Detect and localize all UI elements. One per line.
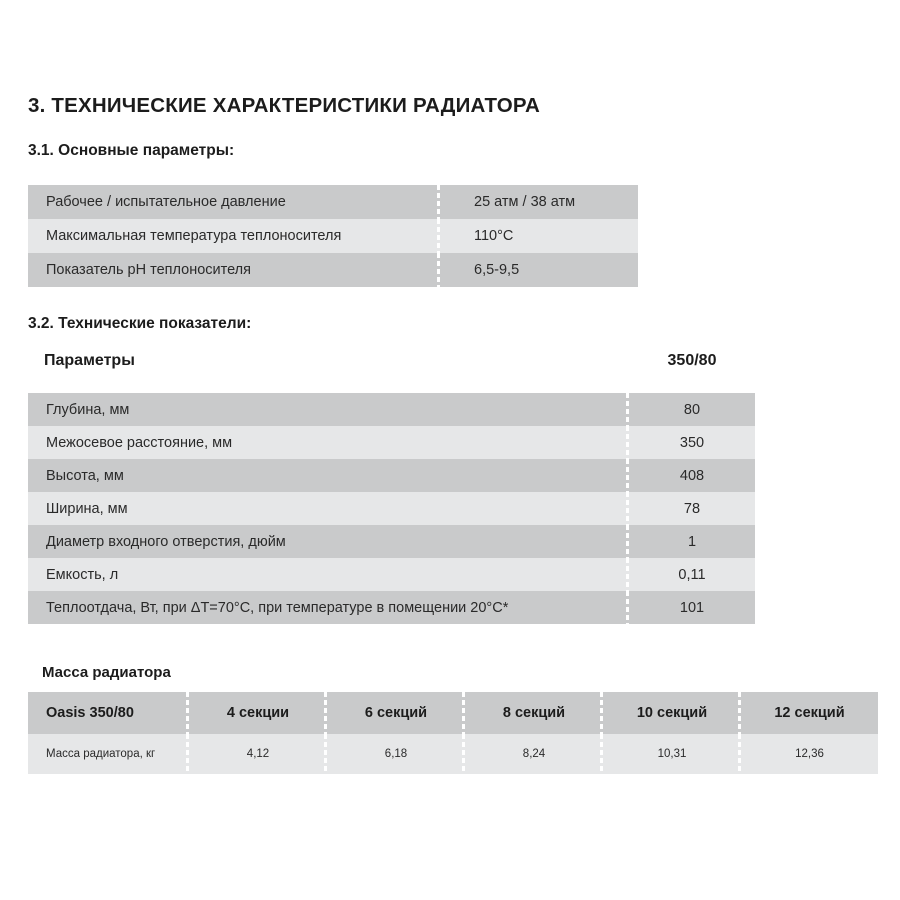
technical-indicators-body <box>28 393 755 624</box>
table-row <box>28 459 755 492</box>
technical-table-header-row <box>28 352 755 380</box>
row-label: Показатель pH теплоносителя <box>28 253 440 287</box>
table-row <box>28 426 755 459</box>
row-label: Ширина, мм <box>28 492 629 525</box>
column-header-sections-4: 4 секции <box>189 692 327 734</box>
row-label: Межосевое расстояние, мм <box>28 426 629 459</box>
row-value: 408 <box>679 467 705 484</box>
row-label: Высота, мм <box>28 459 629 492</box>
column-header-sections-8: 8 секций <box>465 692 603 734</box>
row-value: 12,36 <box>741 734 878 774</box>
section-title-basic-parameters: 3.1. Основные параметры: <box>28 142 235 159</box>
row-value: 80 <box>683 401 701 418</box>
basic-parameters-body <box>28 185 638 287</box>
table-row <box>28 591 755 624</box>
row-label: Теплоотдача, Вт, при ΔT=70°C, при температуре в помещении 20°C* <box>28 591 629 624</box>
row-value: 6,5-9,5 <box>474 262 520 278</box>
table-row <box>28 219 638 253</box>
row-value: 25 атм / 38 атм <box>474 194 576 210</box>
column-header-model: 350/80 <box>667 352 717 369</box>
row-label: Диаметр входного отверстия, дюйм <box>28 525 629 558</box>
row-value: 78 <box>683 500 701 517</box>
table-row <box>28 492 755 525</box>
row-value: 0,11 <box>678 566 706 583</box>
page-title: 3. ТЕХНИЧЕСКИЕ ХАРАКТЕРИСТИКИ РАДИАТОРА <box>28 94 540 117</box>
technical-indicators-table <box>28 393 755 624</box>
column-header-parameters: Параметры <box>44 352 135 369</box>
column-header-sections-12: 12 секций <box>741 692 878 734</box>
column-header-model: Oasis 350/80 <box>28 692 189 734</box>
row-label: Максимальная температура теплоносителя <box>28 219 440 253</box>
table-row <box>28 185 638 219</box>
column-header-sections-6: 6 секций <box>327 692 465 734</box>
row-value: 10,31 <box>603 734 741 774</box>
row-value: 8,24 <box>465 734 603 774</box>
table-row <box>28 558 755 591</box>
row-label: Рабочее / испытательное давление <box>28 185 440 219</box>
row-value: 1 <box>687 533 697 550</box>
radiator-mass-table <box>28 692 878 774</box>
row-value: 4,12 <box>189 734 327 774</box>
row-value: 6,18 <box>327 734 465 774</box>
table-row <box>28 393 755 426</box>
radiator-mass-body <box>28 692 878 774</box>
table-header-row <box>28 692 878 734</box>
row-label: Глубина, мм <box>28 393 629 426</box>
section-title-technical-indicators: 3.2. Технические показатели: <box>28 315 252 332</box>
mass-table-title: Масса радиатора <box>42 664 171 681</box>
row-label: Масса радиатора, кг <box>28 734 189 774</box>
table-row <box>28 734 878 774</box>
table-row <box>28 253 638 287</box>
basic-parameters-table <box>28 185 638 287</box>
row-value: 350 <box>679 434 705 451</box>
row-value: 101 <box>679 599 705 616</box>
row-label: Емкость, л <box>28 558 629 591</box>
row-value: 110°C <box>474 228 514 244</box>
table-row <box>28 525 755 558</box>
column-header-sections-10: 10 секций <box>603 692 741 734</box>
